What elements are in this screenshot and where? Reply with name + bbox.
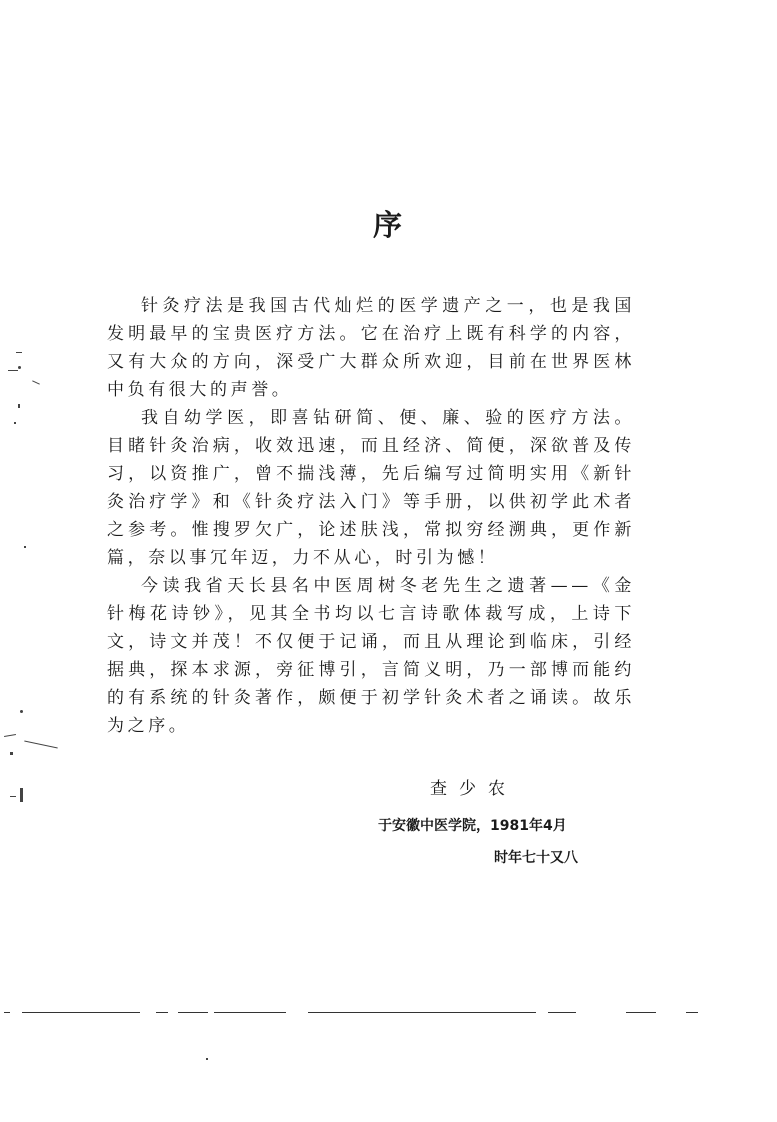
scan-rule-segment [548, 1012, 576, 1013]
age-note-line: 时年七十又八 [494, 850, 578, 866]
scan-rule-segment [4, 1012, 10, 1013]
scan-speck [32, 380, 40, 384]
scan-speck [20, 710, 23, 713]
scan-speck [24, 546, 26, 548]
scan-rule-segment [22, 1012, 140, 1013]
scan-rule-segment [626, 1012, 656, 1013]
paragraph-1: 针灸疗法是我国古代灿烂的医学遗产之一，也是我国发明最早的宝贵医疗方法。它在治疗上既有科学的内容，又有大众的方向，深受广大群众所欢迎，目前在世界医林中负有很大的声誉。 [107, 296, 635, 400]
scan-rule-segment [156, 1012, 168, 1013]
scan-speck [24, 740, 57, 748]
scan-rule-segment [686, 1012, 698, 1013]
scan-speck [16, 352, 22, 353]
scan-speck [14, 422, 16, 424]
scan-speck [10, 796, 16, 797]
preface-body [107, 292, 635, 740]
scan-speck [18, 404, 20, 408]
preface-title: 序 [372, 208, 404, 242]
scan-speck [10, 752, 13, 755]
paragraph-3: 今读我省天长县名中医周树冬老先生之遗著——《金针梅花诗钞》，见其全书均以七言诗歌体裁写成，上诗下文，诗文并茂！不仅便于记诵，而且从理论到临床，引经据典，探本求源，旁征博引，言简义明，乃一部博而能约的有系统的针灸著作，颇便于初学针灸术者之诵读。故乐为之序。 [107, 576, 635, 736]
paragraph-2: 我自幼学医，即喜钻研简、便、廉、验的医疗方法。目睹针灸治病，收效迅速，而且经济、简便，深欲普及传习，以资推广，曾不揣浅薄，先后编写过简明实用《新针灸治疗学》和《针灸疗法入门》等手册，以供初学此术者之参考。惟搜罗欠广，论述肤浅，常拟穷经溯典，更作新篇，奈以事冗年迈，力不从心，时引为憾！ [107, 408, 635, 568]
scan-speck [206, 1058, 208, 1060]
author-signature: 查少农 [430, 779, 517, 799]
scan-speck [20, 788, 23, 802]
place-date-line: 于安徽中医学院，1981年4月 [378, 818, 567, 834]
scan-rule-segment [308, 1012, 536, 1013]
scan-rule-segment [214, 1012, 286, 1013]
scan-speck [4, 734, 16, 737]
scan-speck [18, 366, 21, 369]
scan-rule-segment [178, 1012, 208, 1013]
scan-speck [8, 370, 18, 371]
